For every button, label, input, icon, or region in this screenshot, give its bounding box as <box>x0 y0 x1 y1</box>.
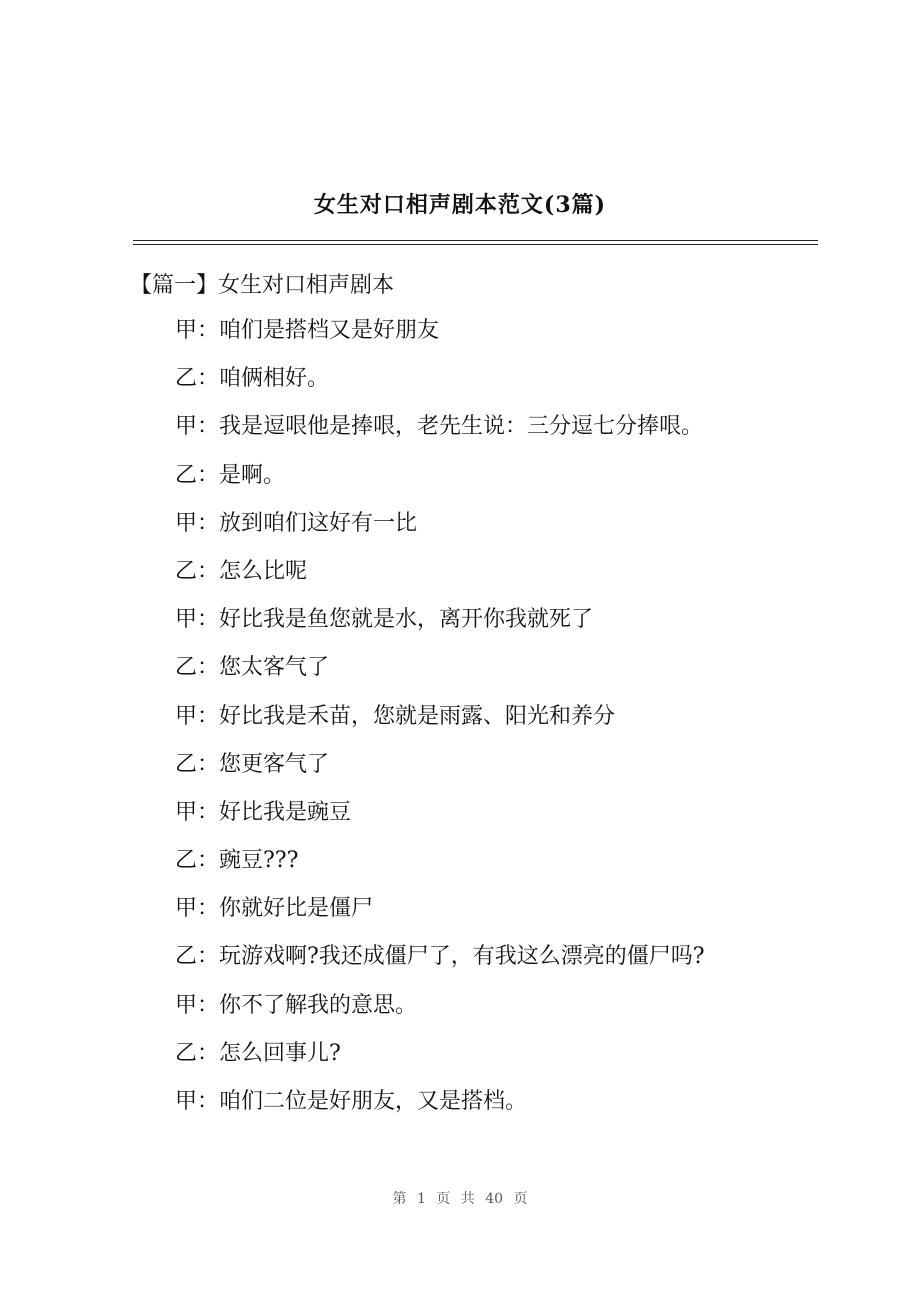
dialogue-line: 乙：您更客气了 <box>175 751 330 777</box>
dialogue-line: 甲：好比我是鱼您就是水，离开你我就死了 <box>175 607 594 633</box>
dialogue-line: 甲：好比我是豌豆 <box>175 799 352 825</box>
dialogue-line: 乙：怎么回事儿? <box>175 1040 341 1066</box>
dialogue-line: 甲：你就好比是僵尸 <box>175 896 374 922</box>
dialogue-line: 乙：玩游戏啊?我还成僵尸了，有我这么漂亮的僵尸吗? <box>175 944 705 970</box>
document-title: 女生对口相声剧本范文(3篇) <box>313 192 607 218</box>
dialogue-line: 甲：好比我是禾苗，您就是雨露、阳光和养分 <box>175 703 616 729</box>
dialogue-line: 甲：咱们二位是好朋友，又是搭档。 <box>175 1089 528 1114</box>
dialogue-line: 乙：是啊。 <box>175 462 286 488</box>
dialogue-line: 乙：您太客气了 <box>175 655 330 681</box>
dialogue-line: 甲：咱们是搭档又是好朋友 <box>175 318 440 343</box>
dialogue-line: 乙：豌豆??? <box>175 848 299 874</box>
dialogue-body <box>175 316 875 1135</box>
dialogue-line: 甲：你不了解我的意思。 <box>175 992 418 1018</box>
dialogue-line: 乙：怎么比呢 <box>175 558 308 584</box>
section-heading: 【篇一】女生对口相声剧本 <box>130 273 395 298</box>
title-divider-top <box>133 240 818 241</box>
dialogue-line: 乙：咱俩相好。 <box>175 366 330 392</box>
dialogue-line: 甲：我是逗哏他是捧哏，老先生说：三分逗七分捧哏。 <box>175 414 704 440</box>
dialogue-line: 甲：放到咱们这好有一比 <box>175 510 418 536</box>
page-footer: 第 1 页 共 40 页 <box>392 1191 528 1207</box>
title-divider-bottom <box>133 244 818 245</box>
